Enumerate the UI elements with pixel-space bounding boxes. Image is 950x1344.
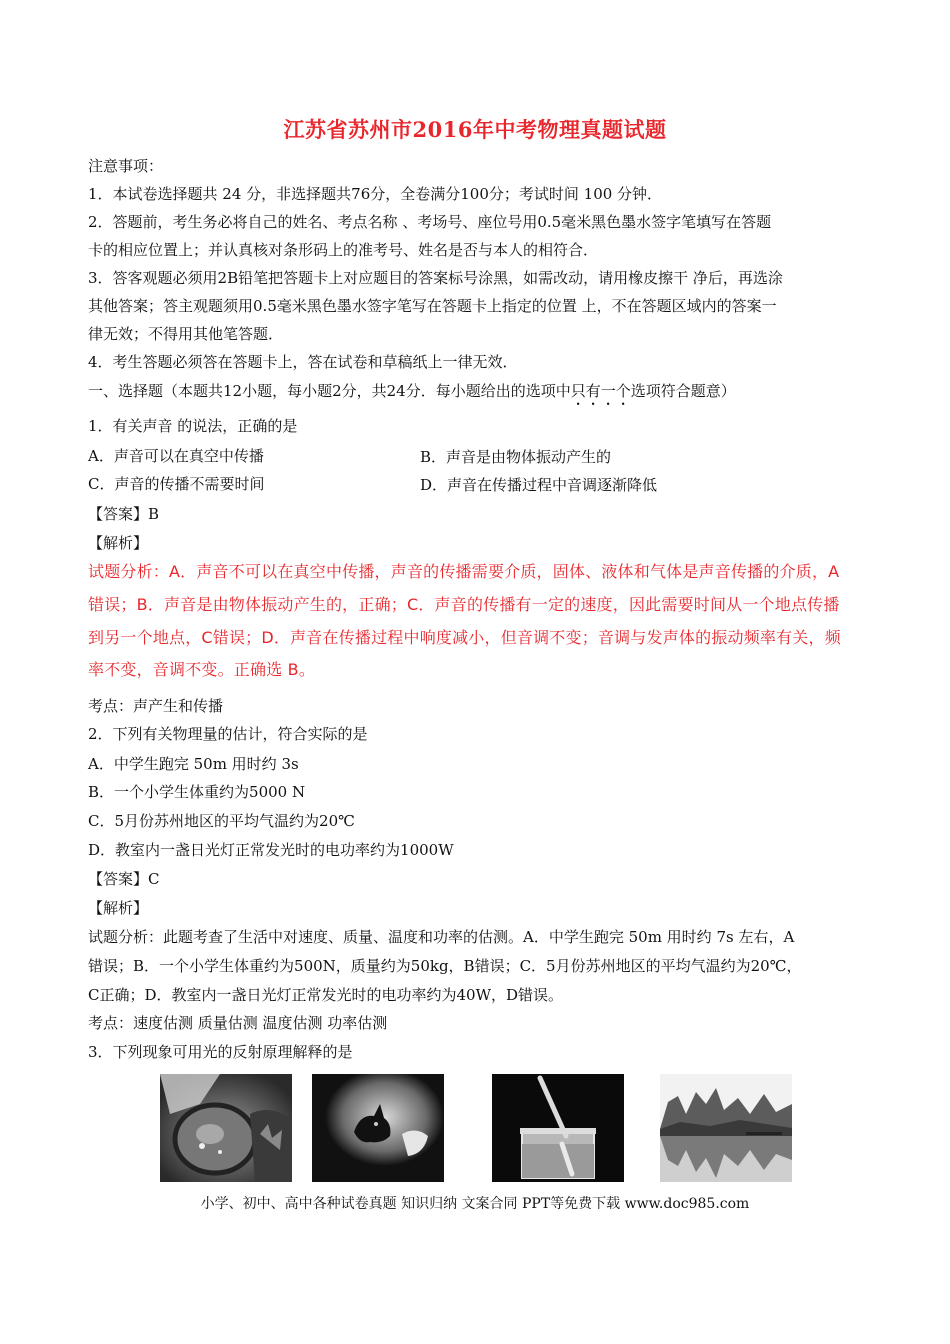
notice-item: 律无效；不得用其他笔答题． <box>88 325 284 343</box>
notice-item: 3．答客观题必须用2B铅笔把答题卡上对应题目的答案标号涂黑，如需改动，请用橡皮擦干 净后，再选涂 <box>88 269 783 287</box>
notice-item: 1．本试卷选择题共 24 分，非选择题共76分，全卷满分100分；考试时间 100 分钟． <box>88 185 663 203</box>
question-1-analysis-label: 【解析】 <box>88 534 149 552</box>
question-1-kaodian: 考点：声产生和传播 <box>88 697 224 715</box>
photo-shadow-play <box>312 1074 444 1182</box>
question-1-analysis-line: 率不变，音调不变。正确选 B。 <box>88 660 316 679</box>
photo-pencil-in-water <box>492 1074 624 1182</box>
question-1-option-c: C．声音的传播不需要时间 <box>88 475 265 493</box>
section-heading-pre: 一、选择题（本题共12小题，每小题2分，共24分．每小题给出的选项中 <box>88 382 571 400</box>
question-1-answer: 【答案】B <box>88 505 160 523</box>
photo-mountain-reflection <box>660 1074 792 1182</box>
document-title: 江苏省苏州市2016年中考物理真题试题 <box>283 117 667 142</box>
notice-item: 卡的相应位置上；并认真核对条形码上的准考号、姓名是否与本人的相符合． <box>88 241 599 259</box>
question-2-analysis-line: 试题分析：此题考查了生活中对速度、质量、温度和功率的估测。A．中学生跑完 50m 用时约 7s 左右，A <box>88 928 795 946</box>
section-heading <box>88 381 736 409</box>
question-2-kaodian: 考点：速度估测 质量估测 温度估测 功率估测 <box>88 1014 388 1032</box>
question-2-option-b: B．一个小学生体重约为5000 N <box>88 783 306 801</box>
notice-item: 2．答题前，考生务必将自己的姓名、考点名称 、考场号、座位号用0.5毫米黑色墨水签字笔填写在答题 <box>88 213 772 231</box>
question-1-analysis-line: 试题分析：A．声音不可以在真空中传播，声音的传播需要介质，固体、液体和气体是声音传播的介质，A <box>88 562 840 581</box>
question-2-option-a: A．中学生跑完 50m 用时约 3s <box>88 755 299 773</box>
photo-magnifying-lens <box>160 1074 292 1182</box>
section-heading-post: 选项符合题意） <box>630 382 736 400</box>
section-heading-emphasis: 只有一个 <box>570 382 631 400</box>
notice-item: 4．考生答题必须答在答题卡上，答在试卷和草稿纸上一律无效． <box>88 353 518 371</box>
question-2-stem: 2．下列有关物理量的估计，符合实际的是 <box>88 725 368 743</box>
question-1-option-b: B．声音是由物体振动产生的 <box>420 448 612 466</box>
question-2-answer: 【答案】C <box>88 870 160 888</box>
question-2-analysis-line: 错误；B．一个小学生体重约为500N，质量约为50kg，B错误；C．5月份苏州地区的平均气温约为20℃， <box>88 957 802 975</box>
question-1-analysis-line: 到另一个地点，C错误；D．声音在传播过程中响度减小，但音调不变；音调与发声体的振动频率有关，频 <box>88 628 841 647</box>
question-2-option-d: D．教室内一盏日光灯正常发光时的电功率约为1000W <box>88 841 454 859</box>
question-2-analysis-label: 【解析】 <box>88 899 149 917</box>
question-1-option-d: D．声音在传播过程中音调逐渐降低 <box>420 476 658 494</box>
question-2-analysis-line: C正确；D．教室内一盏日光灯正常发光时的电功率约为40W，D错误。 <box>88 986 564 1004</box>
question-1-analysis-line: 错误；B．声音是由物体振动产生的，正确；C．声音的传播有一定的速度，因此需要时间从一个地点传播 <box>88 595 840 614</box>
notice-heading: 注意事项： <box>88 157 164 175</box>
question-1-stem: 1．有关声音 的说法，正确的是 <box>88 417 298 435</box>
question-1-option-a: A．声音可以在真空中传播 <box>88 447 264 465</box>
notice-item: 其他答案；答主观题须用0.5毫米黑色墨水签字笔写在答题卡上指定的位置 上，不在答题区域内的答案一 <box>88 297 777 315</box>
page-footer: 小学、初中、高中各种试卷真题 知识归纳 文案合同 PPT等免费下载 www.doc985.com <box>200 1196 750 1212</box>
question-2-option-c: C．5月份苏州地区的平均气温约为20℃ <box>88 812 355 830</box>
question-3-stem: 3．下列现象可用光的反射原理解释的是 <box>88 1043 353 1061</box>
